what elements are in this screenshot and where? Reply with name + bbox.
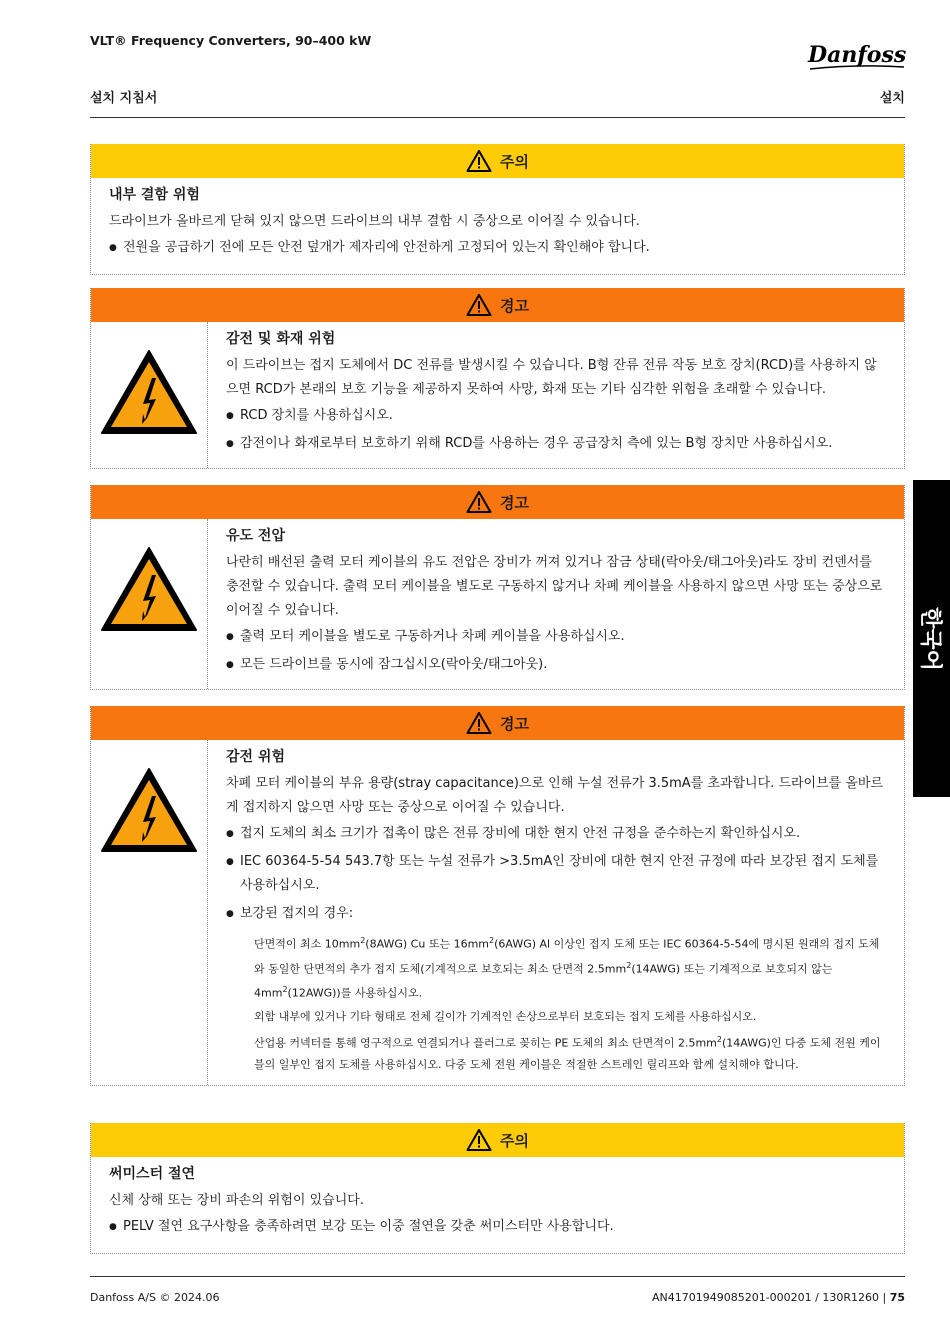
page-number: 75 xyxy=(889,1291,905,1304)
warning-bar xyxy=(91,485,904,519)
electrical-hazard-icon xyxy=(99,545,199,633)
language-tab xyxy=(913,480,950,797)
caution-box-thermistor xyxy=(90,1123,905,1254)
list-item: ● RCD 장치를 사용하십시오. xyxy=(226,404,886,428)
warning-bar xyxy=(91,706,904,740)
hazard-text: 나란히 배선된 출력 모터 케이블의 유도 전압은 장비가 꺼져 있거나 잠금 상태(락아웃/태그아웃)라도 장비 컨덴서를 충전할 수 있습니다. 출력 모터 케이블을 별도로 구동하지 않거나 차폐 케이블을 사용하지 않으면 사망 또는 중상으로 이어질 수 있습니다. xyxy=(226,555,883,618)
document-title: VLT® Frequency Converters, 90–400 kW xyxy=(90,33,372,48)
warning-box-shock-fire xyxy=(90,288,905,469)
warning-triangle-icon xyxy=(466,490,492,514)
severity-label: 경고 xyxy=(500,714,529,733)
caution-bar xyxy=(91,1123,904,1157)
severity-label: 주의 xyxy=(500,1131,529,1150)
warning-triangle-icon xyxy=(466,293,492,317)
warning-triangle-icon xyxy=(466,1128,492,1152)
sub-paragraph: 단면적이 최소 $10mm^2(8AWG)$ Cu 또는 $16mm^2(6AWG)$ Al 이상인 접지 도체 또는 IEC 60364-5-54에 명시된 원래의 접지 도체와 동일한 단면적의 추가 접지 도체(기계적으로 보호되는 최소 단면적 $2.5mm^2(14AWG)$ 또는 기계적으로 보호되지 않는 $4mm^2(12AWG)$)를 사용하십시오. xyxy=(254,936,880,1000)
list-item: ● 접지 도체의 최소 크기가 접촉이 많은 전류 장비에 대한 현지 안전 규정을 준수하는지 확인하십시오. xyxy=(226,822,886,846)
list-item: ● 보강된 접지의 경우: xyxy=(226,902,886,926)
hazard-title: 감전 및 화재 위험 xyxy=(226,331,336,347)
sub-paragraph: 산업용 커넥터를 통해 영구적으로 연결되거나 플러그로 꽂히는 PE 도체의 최소 단면적이 $2.5mm^2(14AWG)$인 다중 도체 전원 케이블의 일부인 접지 도체를 사용하십시오. 다중 도체 전원 케이블은 적절한 스트레인 릴리프와 함께 설치해야 합니다. xyxy=(254,1034,881,1071)
footer-divider xyxy=(90,1276,905,1277)
footer-copyright: Danfoss A/S © 2024.06 xyxy=(90,1291,220,1304)
severity-label: 경고 xyxy=(500,296,529,315)
list-item: ● IEC 60364-5-54 543.7항 또는 누설 전류가 >3.5mA인 장비에 대한 현지 안전 규정에 따라 보강된 접지 도체를 사용하십시오. xyxy=(226,850,886,898)
caution-box-internal-fault xyxy=(90,144,905,275)
section-right: 설치 xyxy=(879,91,905,106)
language-tab-label: 한국어 xyxy=(917,606,942,671)
svg-text:Danfoss: Danfoss xyxy=(808,42,907,68)
electrical-hazard-icon xyxy=(99,348,199,436)
warning-triangle-icon xyxy=(466,711,492,735)
sub-paragraph: 외함 내부에 있거나 기타 형태로 전체 길이가 기계적인 손상으로부터 보호되는 접지 도체를 사용하십시오. xyxy=(254,1009,757,1023)
sub-list xyxy=(226,930,886,1075)
warning-triangle-icon xyxy=(466,149,492,173)
list-item: ● 모든 드라이브를 동시에 잠그십시오(락아웃/태그아웃). xyxy=(226,653,886,677)
hazard-title: 감전 위험 xyxy=(226,749,285,765)
list-item: ● 출력 모터 케이블을 별도로 구동하거나 차폐 케이블을 사용하십시오. xyxy=(226,625,886,649)
hazard-text: 드라이브가 올바르게 닫혀 있지 않으면 드라이브의 내부 결함 시 중상으로 이어질 수 있습니다. xyxy=(109,214,640,229)
list-item: ● 감전이나 화재로부터 보호하기 위해 RCD를 사용하는 경우 공급장치 측에 있는 B형 장치만 사용하십시오. xyxy=(226,432,886,456)
header-divider xyxy=(90,117,905,118)
danfoss-logo xyxy=(806,38,908,74)
warning-box-shock xyxy=(90,706,905,1086)
list-item: ● PELV 절연 요구사항을 충족하려면 보강 또는 이중 절연을 갖춘 써미스터만 사용합니다. xyxy=(109,1215,888,1239)
hazard-text: 이 드라이브는 접지 도체에서 DC 전류를 발생시킬 수 있습니다. B형 잔류 전류 작동 보호 장치(RCD)를 사용하지 않으면 RCD가 본래의 보호 기능을 제공하지 못하여 사망, 화재 또는 기타 심각한 위험을 초래할 수 있습니다. xyxy=(226,358,877,397)
hazard-text: 차폐 모터 케이블의 부유 용량(stray capacitance)으로 인해 누설 전류가 3.5mA를 초과합니다. 드라이브를 올바르게 접지하지 않으면 사망 또는 중상으로 이어질 수 있습니다. xyxy=(226,776,884,815)
footer-doc-number: AN41701949085201-000201 / 130R1260 | 75 xyxy=(651,1291,905,1304)
severity-label: 주의 xyxy=(500,152,529,171)
section-left: 설치 지침서 xyxy=(90,91,158,106)
warning-box-induced-voltage xyxy=(90,485,905,690)
warning-bar xyxy=(91,288,904,322)
electrical-hazard-icon xyxy=(99,766,199,854)
hazard-title: 유도 전압 xyxy=(226,528,285,544)
hazard-text: 신체 상해 또는 장비 파손의 위험이 있습니다. xyxy=(109,1193,364,1208)
hazard-title: 내부 결함 위험 xyxy=(109,187,200,203)
list-item: ● 전원을 공급하기 전에 모든 안전 덮개가 제자리에 안전하게 고정되어 있는지 확인해야 합니다. xyxy=(109,236,888,260)
hazard-title: 써미스터 절연 xyxy=(109,1166,196,1182)
caution-bar xyxy=(91,144,904,178)
severity-label: 경고 xyxy=(500,493,529,512)
